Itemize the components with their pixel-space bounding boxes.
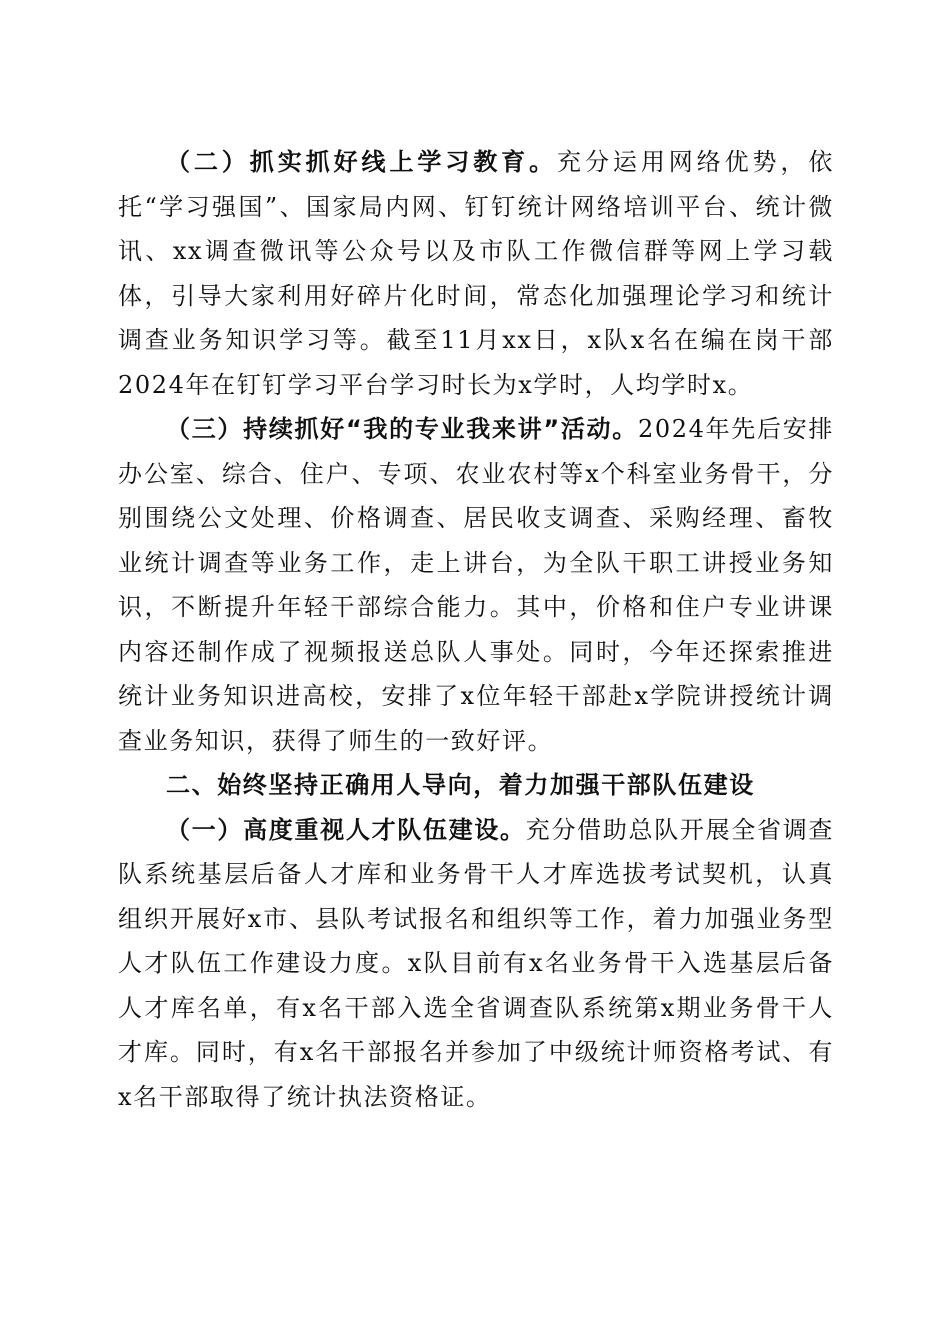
paragraph-talent-team bbox=[118, 808, 834, 1120]
paragraph-text: 充分借助总队开展全省调查队系统基层后备人才库和业务骨干人才库选拔考试契机，认真组织开展好x市、县队考试报名和组织等工作，着力加强业务型人才队伍工作建设力度。x队目前有x名业务骨干入选基层后备人才库名单，有x名干部入选全省调查队系统第x期业务骨干人才库。同时，有x名干部报名并参加了中级统计师资格考试、有x名干部取得了统计执法资格证。 bbox=[118, 815, 835, 1111]
paragraph-text: 充分运用网络优势，依托“学习强国”、国家局内网、钉钉统计网络培训平台、统计微讯、xx调查微讯等公众号以及市队工作微信群等网上学习载体，引导大家利用好碎片化时间，常态化加强理论学习和统计调查业务知识学习等。截至11月xx日，x队x名在编在岗干部2024年在钉钉学习平台学习时长为x学时，人均学时x。 bbox=[118, 148, 835, 399]
paragraph-lead: （一）高度重视人才队伍建设。 bbox=[166, 815, 526, 844]
paragraph-lead: （三）持续抓好“我的专业我来讲”活动。 bbox=[166, 415, 638, 443]
document-body bbox=[118, 140, 834, 1119]
section-heading: 二、始终坚持正确用人导向，着力加强干部队伍建设 bbox=[166, 771, 755, 799]
paragraph-text: 2024年先后安排办公室、综合、住户、专项、农业农村等x个科室业务骨干，分别围绕公文处理、价格调查、居民收支调查、采购经理、畜牧业统计调查等业务工作，走上讲台，为全队干职工讲授业务知识，不断提升年轻干部综合能力。其中，价格和住户专业讲课内容还制作成了视频报送总队人事处。同时，今年还探索推进统计业务知识进高校，安排了x位年轻干部赴x学院讲授统计调查业务知识，获得了师生的一致好评。 bbox=[118, 415, 834, 755]
paragraph-my-specialty-activity bbox=[118, 407, 834, 763]
paragraph-online-study bbox=[118, 140, 834, 407]
paragraph-lead: （二）抓实抓好线上学习教育。 bbox=[166, 148, 558, 176]
